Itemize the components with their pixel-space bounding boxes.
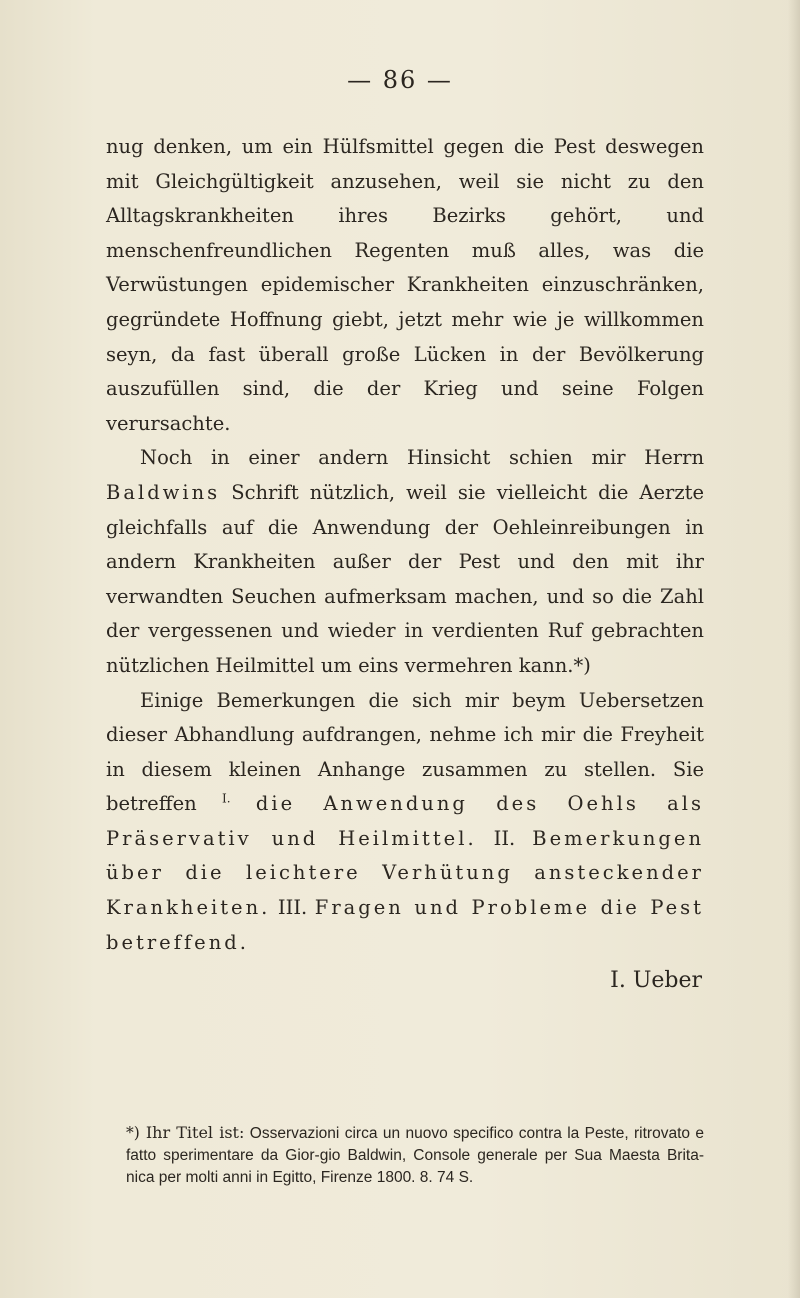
topic-2-marker: II. [493,826,516,850]
topic-3: Fragen und Probleme die Pest betreffend. [106,896,705,954]
page-edge-shadow [788,0,800,1298]
catchword-next-section: I. Ueber [610,968,702,994]
paragraph-1: nug denken, um ein Hülfsmittel gegen die Pest deswegen mit Gleichgültigkeit anzusehen, weil sie nicht zu den Alltagskrankheiten ihres Bezirks gehört, und menschenfreundlichen Regenten muß alles, was die Verwüstungen epidemischer Krankheiten einzuschränken, gegründete Hoffnung giebt, jetzt mehr wie je willkommen seyn, da fast überall große Lücken in der Bevölkerung auszufüllen sind, die der Krieg und seine Folgen verursachte. [106,135,704,435]
footnote-text: Osservazioni circa un nuovo specifico contra la Peste, ritrovato e fatto sperimentare da Gior-gio Baldwin, Console generale per Sua Maesta Brita-nica per molti anni in Egitto, Firenze 1800. 8. 74 S. [126,1125,704,1186]
topic-1: die Anwendung des Oehls als Präservativ und Heilmittel. [106,792,705,850]
main-text [106,130,704,998]
footnote-marker: *) [126,1124,140,1142]
topic-3-marker: III. [277,896,308,920]
author-name-baldwin: Baldwins [106,480,221,504]
footnote-intro: Ihr Titel ist: [145,1123,245,1142]
page-number: — 86 — [347,66,453,94]
paragraph-3 [106,684,704,961]
footnote [126,1122,704,1189]
topic-2: Bemerkungen über die leichtere Verhütung ansteckender Krankheiten. [106,826,705,920]
paragraph-2-rest: Schrift nützlich, weil sie vielleicht die Aerzte gleichfalls auf die Anwendung der Oehleinreibungen in andern Krankheiten außer der Pest und den mit ihr verwandten Seuchen aufmerksam machen, und so die Zahl der vergessenen und wieder in verdienten Ruf gebrachten nützlichen Heilmittel um eins vermehren kann.*) [106,480,704,677]
paragraph-2 [106,441,704,683]
paragraph-2-start: Noch in einer andern Hinsicht schien mir Herrn [140,446,704,470]
paragraph-3-start: Einige Bemerkungen die sich mir beym Uebersetzen dieser Abhandlung aufdrangen, nehme ich mir die Freyheit in diesem kleinen Anhange zusammen zu stellen. Sie betreffen [106,688,704,816]
topic-1-marker: I. [221,791,231,806]
